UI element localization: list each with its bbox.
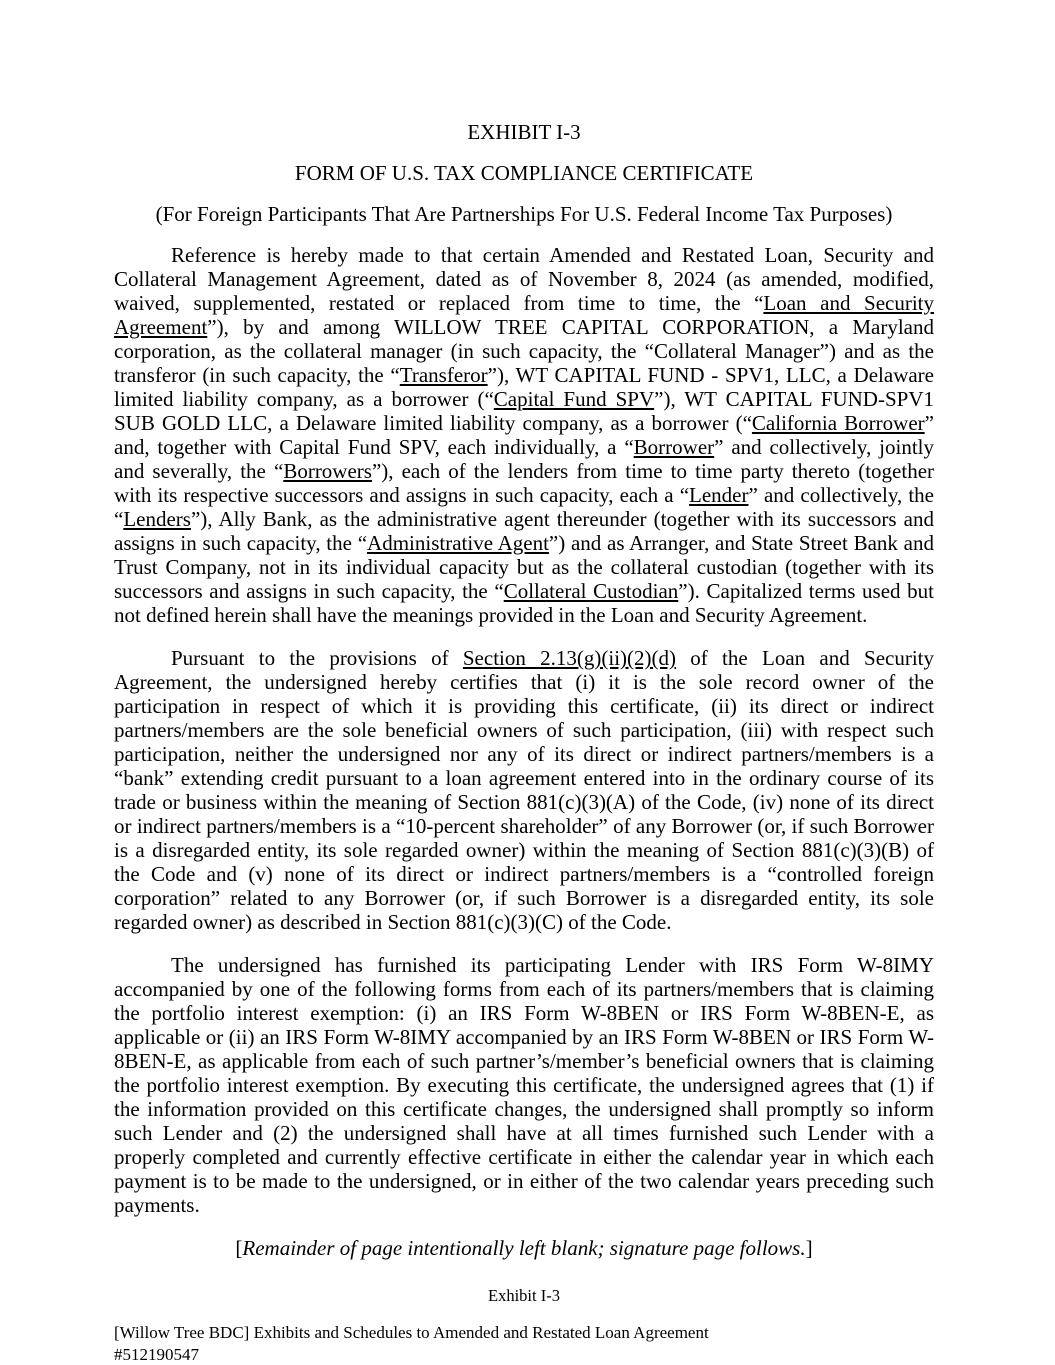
text-run: ”), Ally Bank, as the administrative agent thereunder (together with its successors and assigns in such capacity, the “: [114, 507, 934, 555]
text-run: Collateral Custodian: [503, 579, 679, 603]
document-footer: [114, 1286, 934, 1365]
paragraph-irs-forms: [114, 953, 934, 1217]
text-run: ” and collectively, the “: [114, 483, 935, 531]
text-run: ”) and as Arranger, and State Street Bank and Trust Company, not in its individual capacity but as the collateral custodian (together with its successors and assigns in such capacity, the “: [114, 531, 934, 603]
text-run: of the Loan and Security Agreement, the undersigned hereby certifies that (i) it is the sole record owner of the participation in respect of which it is providing this certificate, (ii) its direct or indirect partners/members are the sole beneficial owners of such participation, (iii) with respect such participation, neither the undersigned nor any of its direct or indirect partners/members is a “bank” extending credit pursuant to a loan agreement entered into in the ordinary course of its trade or business within the meaning of Section 881(c)(3)(A) of the Code, (iv) none of its direct or indirect partners/members is a “10-percent shareholder” of any Borrower (or, if such Borrower is a disregarded entity, its sole regarded owner) within the meaning of Section 881(c)(3)(B) of the Code and (v) none of its direct or indirect partners/members is a “controlled foreign corporation” related to any Borrower (or, if such Borrower is a disregarded entity, its sole regarded owner) as described in Section 881(c)(3)(C) of the Code.: [114, 646, 934, 934]
document-body: [114, 243, 934, 1260]
text-run: ” and collectively, jointly and severally, the “: [114, 435, 935, 483]
document-header: [114, 120, 934, 226]
text-run: Lenders: [123, 507, 191, 531]
text-run: Administrative Agent: [367, 531, 549, 555]
footer-exhibit-ref: Exhibit I-3: [488, 1286, 560, 1305]
footer-doc-number: #512190547: [114, 1345, 199, 1364]
text-run: Borrowers: [283, 459, 372, 483]
remainder-note: [114, 1236, 934, 1260]
footer-doc-block: [114, 1322, 934, 1365]
exhibit-label: EXHIBIT I-3: [467, 120, 581, 144]
text-run: The undersigned has furnished its participating Lender with IRS Form W-8IMY accompanied by one of the following forms from each of its partners/members that is claiming the portfolio interest exemption: (i) an IRS Form W-8BEN or IRS Form W-8BEN-E, as applicable or (ii) an IRS Form W-8IMY accompanied by an IRS Form W-8BEN or IRS Form W-8BEN-E, as applicable from each of such partner’s/member’s beneficial owners that is claiming the portfolio interest exemption. By executing this certificate, the undersigned agrees that (1) if the information provided on this certificate changes, the undersigned shall promptly so inform such Lender and (2) the undersigned shall have at all times furnished such Lender with a properly completed and currently effective certificate in either the calendar year in which each payment is to be made to the undersigned, or in either of the two calendar years preceding such payments.: [114, 953, 934, 1217]
document-title: FORM OF U.S. TAX COMPLIANCE CERTIFICATE: [294, 161, 754, 185]
paragraph-certifications: [114, 646, 934, 934]
text-run: Lender: [689, 483, 749, 507]
text-run: ”), each of the lenders from time to time party thereto (together with its respective successors and assigns in such capacity, each a “: [114, 459, 935, 507]
text-run: ”). Capitalized terms used but not defined herein shall have the meanings provided in the Loan and Security Agreement.: [114, 579, 934, 627]
text-run: ”), by and among WILLOW TREE CAPITAL CORPORATION, a Maryland corporation, as the collateral manager (in such capacity, the “Collateral Manager”) and as the transferor (in such capacity, the “: [114, 315, 934, 387]
text-run: ]: [805, 1236, 813, 1260]
text-run: Section 2.13(g)(ii)(2)(d): [462, 646, 677, 670]
document-subtitle: (For Foreign Participants That Are Partnerships For U.S. Federal Income Tax Purposes): [155, 202, 893, 226]
text-run: Transferor: [399, 363, 488, 387]
text-run: Borrower: [633, 435, 715, 459]
text-run: ”), WT CAPITAL FUND-SPV1 SUB GOLD LLC, a Delaware limited liability company, as a borrower (“: [114, 387, 934, 435]
paragraph-reference-recitals: [114, 243, 934, 627]
text-run: Capital Fund SPV: [493, 387, 655, 411]
text-run: ” and, together with Capital Fund SPV, each individually, a “: [114, 411, 934, 459]
text-run: Reference is hereby made to that certain Amended and Restated Loan, Security and Collateral Management Agreement, dated as of November 8, 2024 (as amended, modified, waived, supplemented, restated or replaced from time to time, the “: [114, 243, 934, 315]
text-run: Remainder of page intentionally left blank; signature page follows.: [242, 1236, 806, 1260]
text-run: Loan and Security Agreement: [114, 291, 934, 339]
text-run: California Borrower: [751, 411, 925, 435]
text-run: ”), WT CAPITAL FUND - SPV1, LLC, a Delaware limited liability company, as a borrower (“: [114, 363, 934, 411]
text-run: [: [235, 1236, 243, 1260]
footer-doc-description: [Willow Tree BDC] Exhibits and Schedules to Amended and Restated Loan Agreement: [114, 1323, 709, 1342]
text-run: Pursuant to the provisions of: [171, 646, 463, 670]
